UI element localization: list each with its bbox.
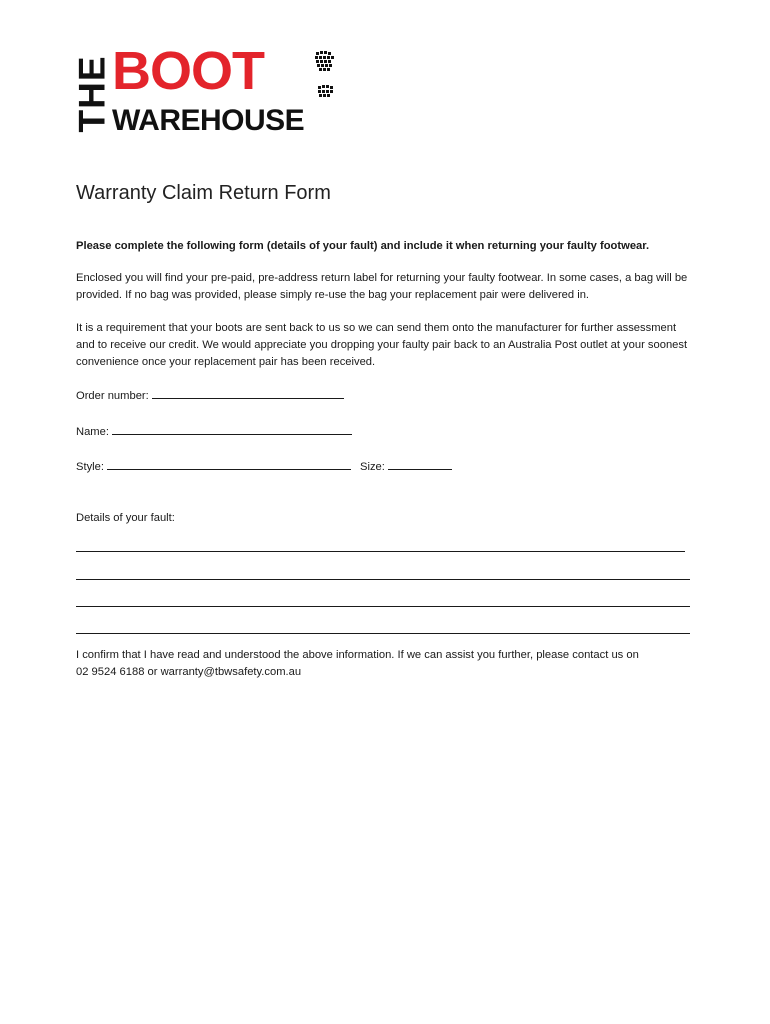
fault-details-line[interactable] <box>76 633 690 634</box>
order-number-row <box>76 386 344 405</box>
style-field[interactable] <box>107 457 351 470</box>
fault-details-line[interactable] <box>76 551 685 552</box>
style-label: Style: <box>76 461 104 473</box>
name-row <box>76 422 352 441</box>
logo-warehouse-text: WAREHOUSE <box>112 104 305 137</box>
logo-boot-text: BOOT <box>112 41 264 101</box>
fault-details-line[interactable] <box>76 579 690 580</box>
contact-details: 02 9524 6188 or warranty@tbwsafety.com.au <box>76 666 302 678</box>
style-row <box>76 457 351 476</box>
brand-logo <box>71 41 344 140</box>
size-row <box>360 457 452 476</box>
intro-instructions: Please complete the following form (details of your fault) and include it when returning your faulty footwear. <box>76 240 650 252</box>
confirmation-statement <box>76 647 696 681</box>
name-label: Name: <box>76 426 109 438</box>
return-label-paragraph: Enclosed you will find your pre-paid, pre-address return label for returning your faulty footwear. In some cases, a bag will be provided. If no bag was provided, please simply re-use the bag your replacement pair were delivered in. <box>76 272 688 301</box>
order-number-label: Order number: <box>76 390 149 402</box>
form-title: Warranty Claim Return Form <box>76 182 331 204</box>
size-label: Size: <box>360 461 385 473</box>
name-field[interactable] <box>112 422 352 435</box>
order-number-field[interactable] <box>152 386 344 399</box>
confirmation-text: I confirm that I have read and understood the above information. If we can assist you further, please contact us on <box>76 649 639 661</box>
fault-details-line[interactable] <box>76 606 690 607</box>
fault-details-label: Details of your fault: <box>76 512 175 524</box>
size-field[interactable] <box>388 457 452 470</box>
logo-the-text: THE <box>71 55 113 133</box>
boot-print-icon <box>314 50 336 106</box>
return-requirement-paragraph: It is a requirement that your boots are sent back to us so we can send them onto the manufacturer for further assessment and to receive our credit. We would appreciate you dropping your faulty pair back to an Australia Post outlet at your soonest convenience once your replacement pair has been received. <box>76 322 688 368</box>
